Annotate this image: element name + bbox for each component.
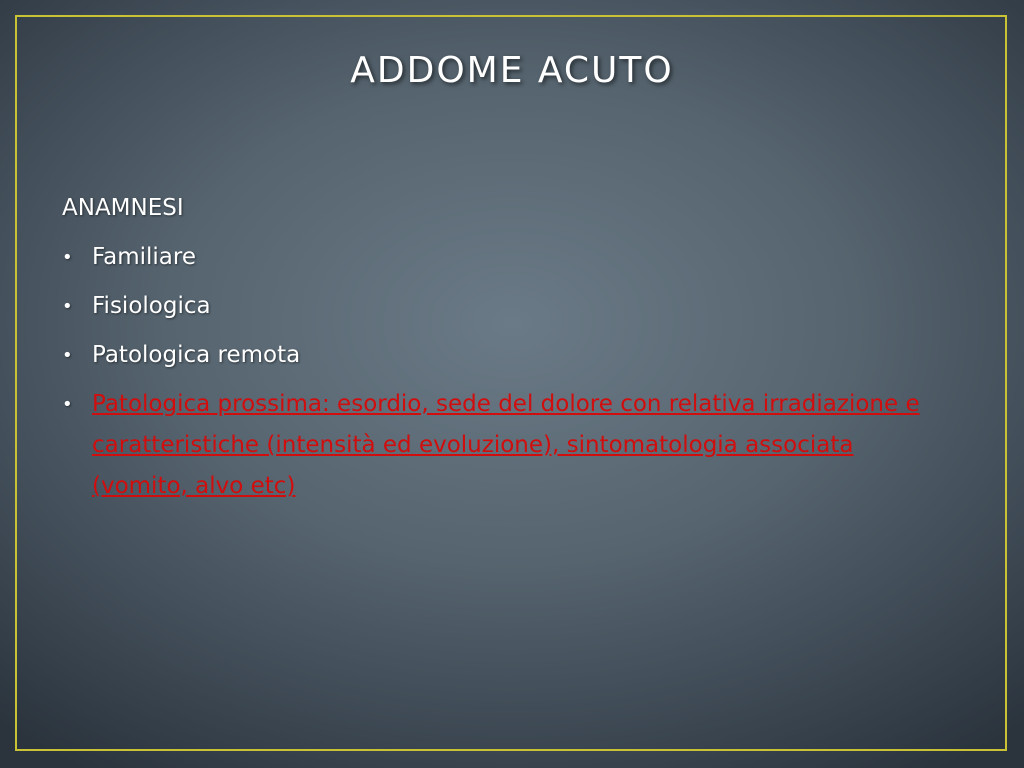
bullet-item-patologica-prossima[interactable] xyxy=(62,384,922,507)
bullet-item-patologica-remota xyxy=(62,335,922,376)
bullet-icon: • xyxy=(62,345,73,366)
bullet-item-familiare xyxy=(62,237,922,278)
bullet-item-fisiologica xyxy=(62,286,922,327)
bullet-text: Fisiologica xyxy=(92,293,211,319)
bullet-icon: • xyxy=(62,247,73,268)
bullet-text: Familiare xyxy=(92,244,196,270)
bullet-list xyxy=(62,237,922,507)
section-heading: ANAMNESI xyxy=(62,195,184,221)
bullet-icon: • xyxy=(62,394,73,415)
slide-title: ADDOME ACUTO xyxy=(350,50,674,91)
slide-content xyxy=(62,188,922,515)
bullet-text: Patologica remota xyxy=(92,342,301,368)
bullet-icon: • xyxy=(62,296,73,317)
bullet-link-text[interactable]: Patologica prossima: esordio, sede del dolore con relativa irradiazione e caratteristiche (intensità ed evoluzione), sintomatologia associata (vomito, alvo etc) xyxy=(92,391,920,499)
